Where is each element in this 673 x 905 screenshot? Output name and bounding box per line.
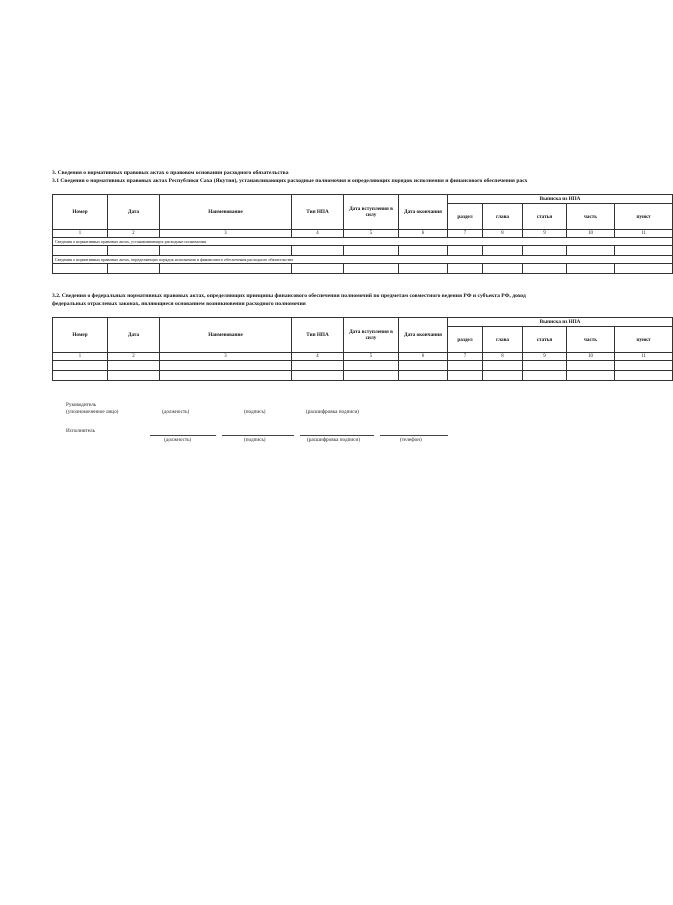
exec-signature-line [222, 435, 294, 436]
exec-position-line [150, 435, 216, 436]
col-chapter-header: глава [483, 204, 523, 230]
table-row [53, 371, 673, 381]
table-cell [160, 361, 292, 371]
table-note-row: Сведения о нормативных правовых актах, определяющих порядок исполнения и финансового обеспечения расходного обязательства [53, 256, 673, 264]
col-num: 1 [53, 353, 108, 361]
table-cell [523, 371, 567, 381]
table-cell [292, 246, 344, 256]
col-entry-date-header: Дата вступления в силу [344, 195, 399, 230]
col-part-header: часть [567, 204, 615, 230]
table-cell [53, 264, 108, 274]
table-row [53, 264, 673, 274]
col-extract-header: Выписка из НПА [448, 195, 673, 204]
table-cell [108, 371, 160, 381]
col-num: 7 [448, 353, 483, 361]
col-article-header: статья [523, 327, 567, 353]
table-cell [483, 371, 523, 381]
col-article-header: статья [523, 204, 567, 230]
column-number-row [53, 353, 673, 361]
table-cell [523, 361, 567, 371]
table-cell [523, 246, 567, 256]
exec-decoding-line [300, 435, 374, 436]
table-cell [108, 361, 160, 371]
col-end-date-header: Дата окончания [399, 195, 448, 230]
col-num: 9 [523, 353, 567, 361]
col-num: 4 [292, 230, 344, 238]
table-cell [483, 246, 523, 256]
col-num: 10 [567, 230, 615, 238]
col-item-header: пункт [615, 204, 673, 230]
head-label: Руководитель [66, 402, 97, 408]
table-note-row: Сведения о нормативных правовых актах, устанавливающих расходные полномочия [53, 238, 673, 246]
col-chapter-header: глава [483, 327, 523, 353]
table-cell [483, 264, 523, 274]
table-cell [615, 246, 673, 256]
col-date-header: Дата [108, 195, 160, 230]
col-num: 7 [448, 230, 483, 238]
table-cell [399, 361, 448, 371]
table-cell [567, 361, 615, 371]
head-decoding-caption: (расшифровка подписи) [306, 409, 359, 415]
exec-phone-line [380, 435, 448, 436]
section-3-2-title-cont: федеральных отраслевых законах, являющиеся основанием возникновения расходного полномочия [52, 301, 306, 307]
col-extract-header: Выписка из НПА [448, 318, 673, 327]
table-cell [448, 264, 483, 274]
col-num: 1 [53, 230, 108, 238]
col-number-header: Номер [53, 195, 108, 230]
executor-label: Исполнитель [66, 428, 96, 434]
col-num: 11 [615, 353, 673, 361]
col-num: 11 [615, 230, 673, 238]
table-cell [448, 371, 483, 381]
table-cell [615, 361, 673, 371]
col-num: 6 [399, 230, 448, 238]
col-num: 8 [483, 230, 523, 238]
col-section-header: раздел [448, 327, 483, 353]
table-cell [53, 361, 108, 371]
col-num: 3 [160, 230, 292, 238]
col-type-header: Тип НПА [292, 195, 344, 230]
col-num: 2 [108, 353, 160, 361]
table-cell [344, 246, 399, 256]
table-cell [160, 371, 292, 381]
table-cell [399, 246, 448, 256]
exec-signature-caption: (подпись) [244, 437, 266, 443]
table-cell [567, 371, 615, 381]
col-number-header: Номер [53, 318, 108, 353]
head-position-caption: (должность) [162, 409, 190, 415]
table-cell [448, 246, 483, 256]
col-num: 3 [160, 353, 292, 361]
table-cell [53, 246, 108, 256]
table-cell [108, 264, 160, 274]
table-cell [160, 246, 292, 256]
table-cell [483, 361, 523, 371]
col-num: 5 [344, 353, 399, 361]
head-signature-caption: (подпись) [244, 409, 266, 415]
table-cell [53, 371, 108, 381]
table-cell [292, 264, 344, 274]
table-cell [399, 371, 448, 381]
col-num: 10 [567, 353, 615, 361]
col-section-header: раздел [448, 204, 483, 230]
col-num: 6 [399, 353, 448, 361]
table-3-1 [52, 194, 673, 274]
table-cell [615, 371, 673, 381]
col-name-header: Наименование [160, 195, 292, 230]
col-num: 4 [292, 353, 344, 361]
col-num: 2 [108, 230, 160, 238]
col-num: 8 [483, 353, 523, 361]
col-part-header: часть [567, 327, 615, 353]
table-cell [448, 361, 483, 371]
table-row [53, 361, 673, 371]
column-number-row [53, 230, 673, 238]
head-label-sub: (уполномоченное лицо) [66, 409, 119, 415]
table-cell [292, 371, 344, 381]
section-3-1-title: 3.1 Сведения о нормативных правовых актах Республики Саха (Якутия), устанавливающих расходные полномочия и определяющих порядок исполнения и финансового обеспечения расх [52, 178, 528, 184]
table-cell [523, 264, 567, 274]
col-type-header: Тип НПА [292, 318, 344, 353]
table-cell [615, 264, 673, 274]
exec-phone-caption: (телефон) [400, 437, 422, 443]
table-cell [344, 264, 399, 274]
exec-position-caption: (должность) [164, 437, 192, 443]
col-end-date-header: Дата окончания [399, 318, 448, 353]
col-num: 5 [344, 230, 399, 238]
table-cell [344, 371, 399, 381]
col-num: 9 [523, 230, 567, 238]
table-row [53, 246, 673, 256]
table-cell [567, 246, 615, 256]
table-3-2 [52, 317, 673, 381]
table-cell [108, 246, 160, 256]
section-3-2-title: 3.2. Сведения о федеральных нормативных правовых актах, определяющих принципы финансового обеспечения полномочий по предметам совместного ведения РФ и субъекта РФ, доход [52, 293, 526, 299]
table-cell [344, 361, 399, 371]
col-entry-date-header: Дата вступления в силу [344, 318, 399, 353]
col-name-header: Наименование [160, 318, 292, 353]
section-3-title: 3. Сведения о нормативных правовых актах о правовом основании расходного обязательства [52, 170, 289, 176]
table-cell [399, 264, 448, 274]
exec-decoding-caption: (расшифровка подписи) [307, 437, 360, 443]
col-item-header: пункт [615, 327, 673, 353]
table-cell [567, 264, 615, 274]
col-date-header: Дата [108, 318, 160, 353]
table-cell [292, 361, 344, 371]
table-cell [160, 264, 292, 274]
